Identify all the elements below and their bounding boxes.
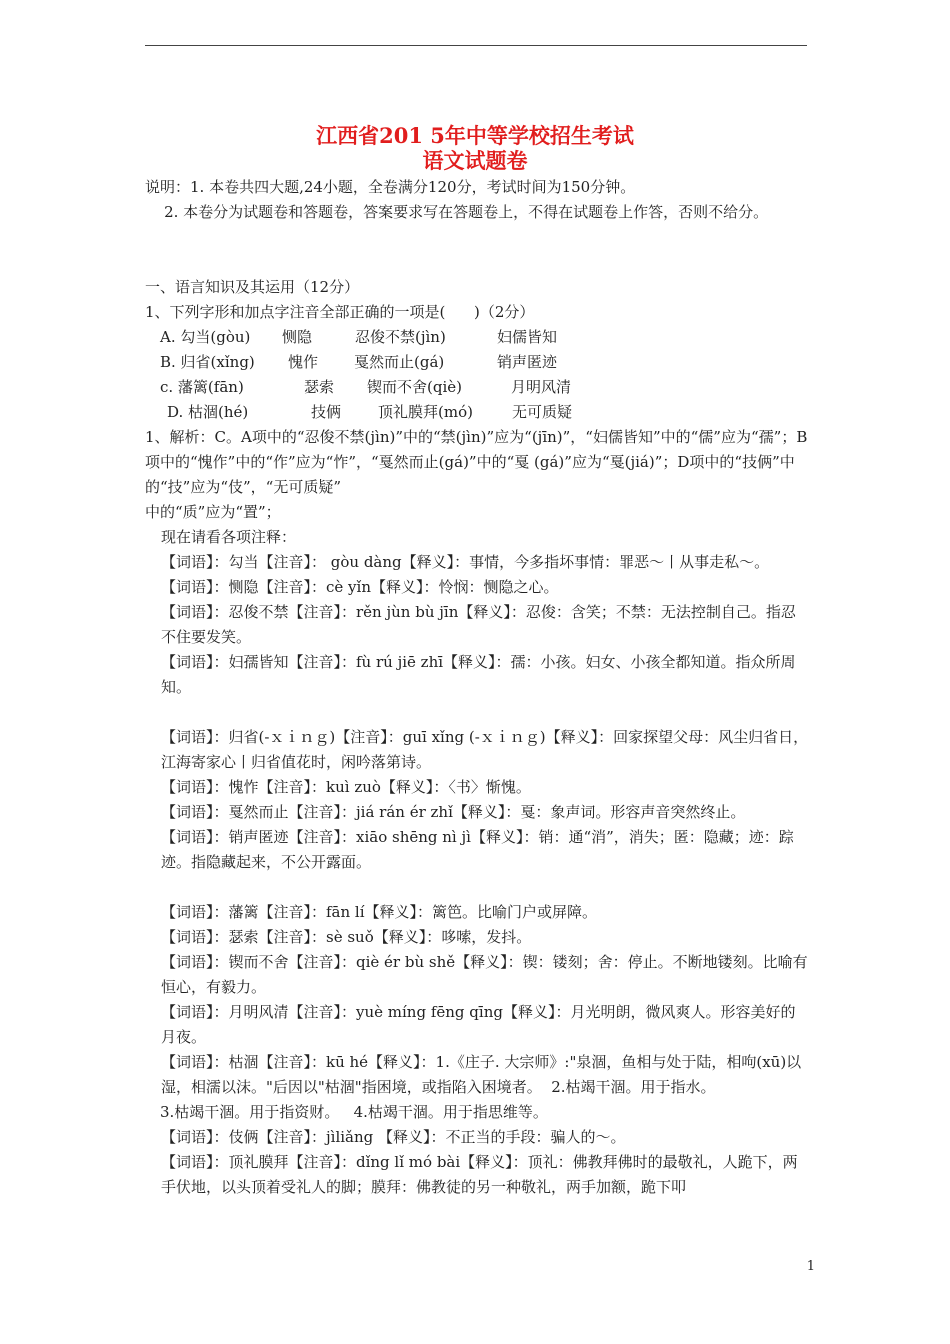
- analysis-text-end: 中的“质”应为“置”；: [145, 503, 281, 521]
- option-a-col3: 忍俊不禁(jìn): [355, 328, 446, 346]
- note-entry: 【词语】：戛然而止【注音】：jiá rán ér zhǐ【释义】：戛：象声词。形容声音突然终止。: [161, 803, 746, 821]
- section-heading: 一、语言知识及其运用（12分）: [145, 278, 360, 296]
- instruction-1: 说明：1. 本卷共四大题,24小题，全卷满分120分，考试时间为150分钟。: [145, 178, 636, 196]
- option-a-col4: 妇儒皆知: [497, 328, 558, 346]
- option-b-col1: B. 归省(xǐng): [160, 353, 255, 371]
- analysis-text: 1、解析：C。A项中的“忍俊不禁(jìn)”中的“禁(jìn)”应为“(jīn)”，“妇儒皆知”中的“儒”应为“孺”；B项中的“愧作”中的“作”应为“怍”，“戛然而止(gá)”中的“戛 (gá)”应为“戛(jiá)”；D项中的“技俩”中的“技”应为“伎”，“无可质疑”: [145, 428, 808, 496]
- option-c-col1: c. 藩篱(fān): [160, 378, 244, 396]
- question-1: 1、下列字形和加点字注音全部正确的一项是( )（2分）: [145, 303, 535, 321]
- note-entry: 【词语】：顶礼膜拜【注音】：dǐng lǐ mó bài【释义】：顶礼：佛教拜佛时的最敬礼，人跪下，两手伏地，以头顶着受礼人的脚；膜拜：佛教徒的另一种敬礼，两手加额，跪下叩: [161, 1153, 798, 1196]
- note-entry: 【词语】：月明风清【注音】：yuè míng fēng qīng【释义】：月光明朗，微风爽人。形容美好的月夜。: [161, 1003, 796, 1046]
- option-a-col2: 恻隐: [282, 328, 313, 346]
- option-b-col4: 销声匿迹: [497, 353, 558, 371]
- note-entry: 【词语】：归省(-ｘｉｎｇ)【注音】：guī xǐng (-ｘｉｎｇ)【释义】：回家探望父母：风尘归省日，江海寄家心丨归省值花时，闲吟落第诗。: [161, 728, 809, 771]
- notes-intro: 现在请看各项注释：: [161, 528, 297, 546]
- page-number: 1: [806, 1259, 815, 1274]
- note-entry: 【词语】：忍俊不禁【注音】：rěn jùn bù jīn【释义】：忍俊：含笑；不禁：无法控制自己。指忍不住要发笑。: [161, 603, 796, 646]
- option-c-col4: 月明风清: [511, 378, 572, 396]
- note-entry: 【词语】：销声匿迹【注音】：xiāo shēng nì jì【释义】：销：通“消”，消失；匿：隐藏；迹：踪迹。指隐藏起来，不公开露面。: [161, 828, 794, 871]
- option-d-col3: 顶礼膜拜(mó): [378, 403, 473, 421]
- option-d-col4: 无可质疑: [512, 403, 573, 421]
- option-d: [145, 400, 810, 425]
- note-entry: 【词语】：枯涸【注音】：kū hé【释义】：1.《庄子. 大宗师》:"泉涸，鱼相与处于陆，相呴(xū)以湿，相濡以沫。"后因以"枯涸"指困境，或指陷入困境者。 2.枯竭干涸。用于指水。: [161, 1053, 802, 1096]
- option-b-col3: 戛然而止(gá): [354, 353, 445, 371]
- note-entry: 【词语】：藩篱【注音】：fān lí【释义】：篱笆。比喻门户或屏障。: [161, 903, 598, 921]
- option-b: [145, 350, 810, 375]
- note-entry: 【词语】：伎俩【注音】：jìliǎng 【释义】：不正当的手段：骗人的～。: [161, 1128, 626, 1146]
- note-entry: 【词语】：勾当【注音】： gòu dàng【释义】：事情，今多指坏事情：罪恶～丨从事走私～。: [161, 553, 770, 571]
- option-c-col3: 锲而不舍(qiè): [367, 378, 462, 396]
- header-rule: [145, 45, 807, 46]
- note-entry: 【词语】：妇孺皆知【注音】：fù rú jiē zhī【释义】：孺：小孩。妇女、小孩全都知道。指众所周知。: [161, 653, 796, 696]
- note-entry-continued: 3.枯竭干涸。用于指资财。 4.枯竭干涸。用于指思维等。: [160, 1103, 548, 1121]
- option-a: [145, 325, 810, 350]
- instruction-2: 2. 本卷分为试题卷和答题卷，答案要求写在答题卷上，不得在试题卷上作答，否则不给分。: [145, 203, 769, 221]
- note-entry: 【词语】：锲而不舍【注音】：qiè ér bù shě【释义】：锲：镂刻；舍：停止。不断地镂刻。比喻有恒心，有毅力。: [161, 953, 808, 996]
- option-a-col1: A. 勾当(gòu): [160, 328, 251, 346]
- note-entry: 【词语】：瑟索【注音】：sè suǒ【释义】：哆嗦，发抖。: [161, 928, 532, 946]
- option-d-col2: 技俩: [311, 403, 342, 421]
- exam-title: 江西省201 5年中等学校招生考试: [316, 123, 634, 148]
- note-entry: 【词语】：愧怍【注音】：kuì zuò【释义】：〈书〉惭愧。: [161, 778, 531, 796]
- note-entry: 【词语】：恻隐【注音】：cè yǐn【释义】：怜悯：恻隐之心。: [161, 578, 559, 596]
- option-c-col2: 瑟索: [304, 378, 335, 396]
- document-body: [145, 175, 810, 1200]
- option-c: [145, 375, 810, 400]
- option-b-col2: 愧作: [288, 353, 319, 371]
- option-d-col1: D. 枯涸(hé): [167, 403, 249, 421]
- exam-subtitle: 语文试题卷: [422, 148, 528, 173]
